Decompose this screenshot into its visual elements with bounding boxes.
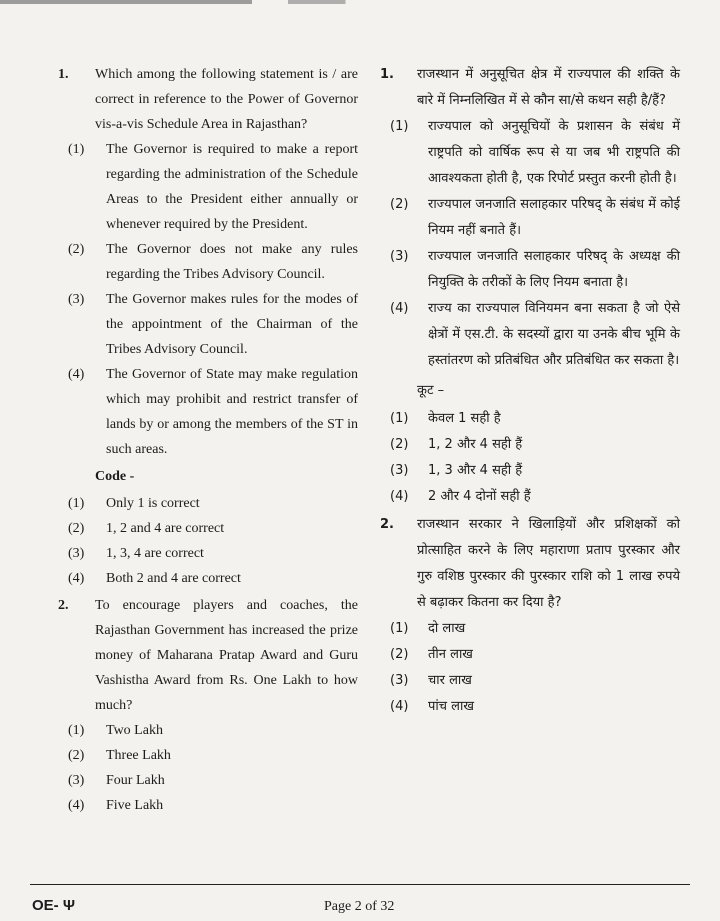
answer-choice-4[interactable] [390, 484, 680, 510]
statement-number: (4) [390, 301, 409, 316]
choice-text: 1, 3 और 4 सही हैं [428, 463, 523, 478]
statements-en [66, 137, 358, 462]
question-number: 1. [380, 67, 394, 82]
answer-choice-1[interactable] [390, 616, 680, 642]
answer-choices-en-q1 [66, 491, 358, 591]
page-number: Page 2 of 32 [324, 899, 395, 914]
answer-choice-1[interactable] [390, 406, 680, 432]
choice-text: Five Lakh [106, 798, 164, 813]
answer-choice-4[interactable] [390, 694, 680, 720]
choice-text: 1, 3, 4 are correct [106, 546, 204, 561]
answer-choice-4[interactable] [68, 566, 358, 591]
choice-text: 1, 2 और 4 सही हैं [428, 437, 523, 452]
statement-number: (3) [68, 292, 85, 307]
statement-text: The Governor is required to make a report regarding the administration of the Schedule Areas to the President either annually or whenever required by the President. [106, 142, 358, 232]
statement-4 [390, 296, 680, 374]
question-2-en [58, 593, 358, 718]
code-label: Code - [95, 469, 135, 484]
choice-number: (1) [390, 621, 409, 636]
choice-number: (3) [68, 773, 85, 788]
statement-text: राज्यपाल जनजाति सलाहकार परिषद् के संबंध में कोई नियम नहीं बनाते हैं। [428, 197, 680, 238]
statements-hi [388, 114, 680, 374]
choice-number: (4) [68, 571, 85, 586]
choice-number: (1) [68, 496, 85, 511]
statement-number: (3) [390, 249, 409, 264]
choice-text: Both 2 and 4 are correct [106, 571, 241, 586]
choice-text: चार लाख [428, 673, 472, 688]
question-text: To encourage players and coaches, the Rajasthan Government has increased the prize money of Maharana Pratap Award and Guru Vashistha Award from Rs. One Lakh to how much? [95, 598, 358, 713]
statement-2 [68, 237, 358, 287]
statement-1 [68, 137, 358, 237]
choice-number: (2) [390, 647, 409, 662]
choice-text: दो लाख [428, 621, 466, 636]
question-1-en [58, 62, 358, 137]
answer-choice-1[interactable] [68, 718, 358, 743]
statement-number: (1) [68, 142, 85, 157]
choice-number: (3) [68, 546, 85, 561]
answer-choice-2[interactable] [68, 743, 358, 768]
statement-text: राज्य का राज्यपाल विनियमन बना सकता है जो ऐसे क्षेत्रों में एस.टी. के सदस्यों द्वारा या उनके बीच भूमि के हस्तांतरण को प्रतिबंधित और प्रतिबंधित कर सकता है। [428, 301, 680, 368]
answer-choice-1[interactable] [68, 491, 358, 516]
statement-text: The Governor makes rules for the modes of the appointment of the Chairman of the Tribes Advisory Council. [106, 292, 358, 357]
choice-number: (4) [390, 489, 409, 504]
statement-number: (2) [68, 242, 85, 257]
choice-text: 2 और 4 दोनों सही हैं [428, 489, 531, 504]
answer-choice-2[interactable] [390, 642, 680, 668]
statement-3 [68, 287, 358, 362]
statement-1 [390, 114, 680, 192]
question-number: 2. [58, 598, 69, 613]
answer-choices-en-q2 [66, 718, 358, 818]
choice-number: (2) [68, 748, 85, 763]
statement-text: The Governor of State may make regulation which may prohibit and restrict transfer of lands by or among the members of the ST in such areas. [106, 367, 358, 457]
answer-choices-hi-q2 [388, 616, 680, 720]
answer-choice-4[interactable] [68, 793, 358, 818]
answer-choices-hi-q1 [388, 406, 680, 510]
english-column [58, 62, 358, 818]
hindi-column [380, 62, 680, 720]
statement-text: राज्यपाल को अनुसूचियों के प्रशासन के संबंध में राष्ट्रपति को वार्षिक रूप से या जब भी राष्ट्रपति की आवश्यकता होती है, एक रिपोर्ट प्रस्तुत करनी होती है। [428, 119, 680, 186]
choice-text: Four Lakh [106, 773, 165, 788]
choice-text: Only 1 is correct [106, 496, 200, 511]
paper-code: OE- Ψ [32, 897, 75, 914]
choice-number: (2) [390, 437, 409, 452]
footer-rule [30, 884, 690, 885]
statement-2 [390, 192, 680, 244]
question-1-hi [380, 62, 680, 114]
statement-4 [68, 362, 358, 462]
statement-number: (2) [390, 197, 409, 212]
choice-number: (4) [68, 798, 85, 813]
question-number: 1. [58, 67, 69, 82]
answer-choice-3[interactable] [390, 668, 680, 694]
choice-text: तीन लाख [428, 647, 473, 662]
choice-text: पांच लाख [428, 699, 474, 714]
question-2-hi [380, 512, 680, 616]
choice-number: (4) [390, 699, 409, 714]
answer-choice-3[interactable] [390, 458, 680, 484]
choice-text: 1, 2 and 4 are correct [106, 521, 225, 536]
question-text: राजस्थान में अनुसूचित क्षेत्र में राज्यपाल की शक्ति के बारे में निम्नलिखित में से कौन सा/से कथन सही है/हैं? [417, 67, 680, 108]
answer-choice-2[interactable] [390, 432, 680, 458]
choice-number: (3) [390, 673, 409, 688]
answer-choice-3[interactable] [68, 768, 358, 793]
code-label: कूट – [417, 383, 445, 398]
choice-text: केवल 1 सही है [428, 411, 501, 426]
answer-choice-2[interactable] [68, 516, 358, 541]
choice-number: (1) [68, 723, 85, 738]
choice-number: (2) [68, 521, 85, 536]
choice-text: Three Lakh [106, 748, 171, 763]
answer-choice-3[interactable] [68, 541, 358, 566]
question-text: Which among the following statement is / are correct in reference to the Power of Governor vis-a-vis Schedule Area in Rajasthan? [95, 67, 358, 132]
statement-3 [390, 244, 680, 296]
choice-text: Two Lakh [106, 723, 163, 738]
statement-number: (4) [68, 367, 85, 382]
statement-text: राज्यपाल जनजाति सलाहकार परिषद् के अध्यक्ष की नियुक्ति के तरीकों के लिए नियम बनाता है। [428, 249, 680, 290]
question-number: 2. [380, 517, 394, 532]
choice-number: (3) [390, 463, 409, 478]
choice-number: (1) [390, 411, 409, 426]
question-text: राजस्थान सरकार ने खिलाड़ियों और प्रशिक्षकों को प्रोत्साहित करने के लिए महाराणा प्रताप पुरस्कार और गुरु वशिष्ठ पुरस्कार की पुरस्कार राशि को 1 लाख रुपये से बढ़ाकर कितना कर दिया है? [417, 517, 680, 610]
statement-text: The Governor does not make any rules regarding the Tribes Advisory Council. [106, 242, 358, 282]
statement-number: (1) [390, 119, 409, 134]
scan-top-edge [0, 0, 720, 4]
